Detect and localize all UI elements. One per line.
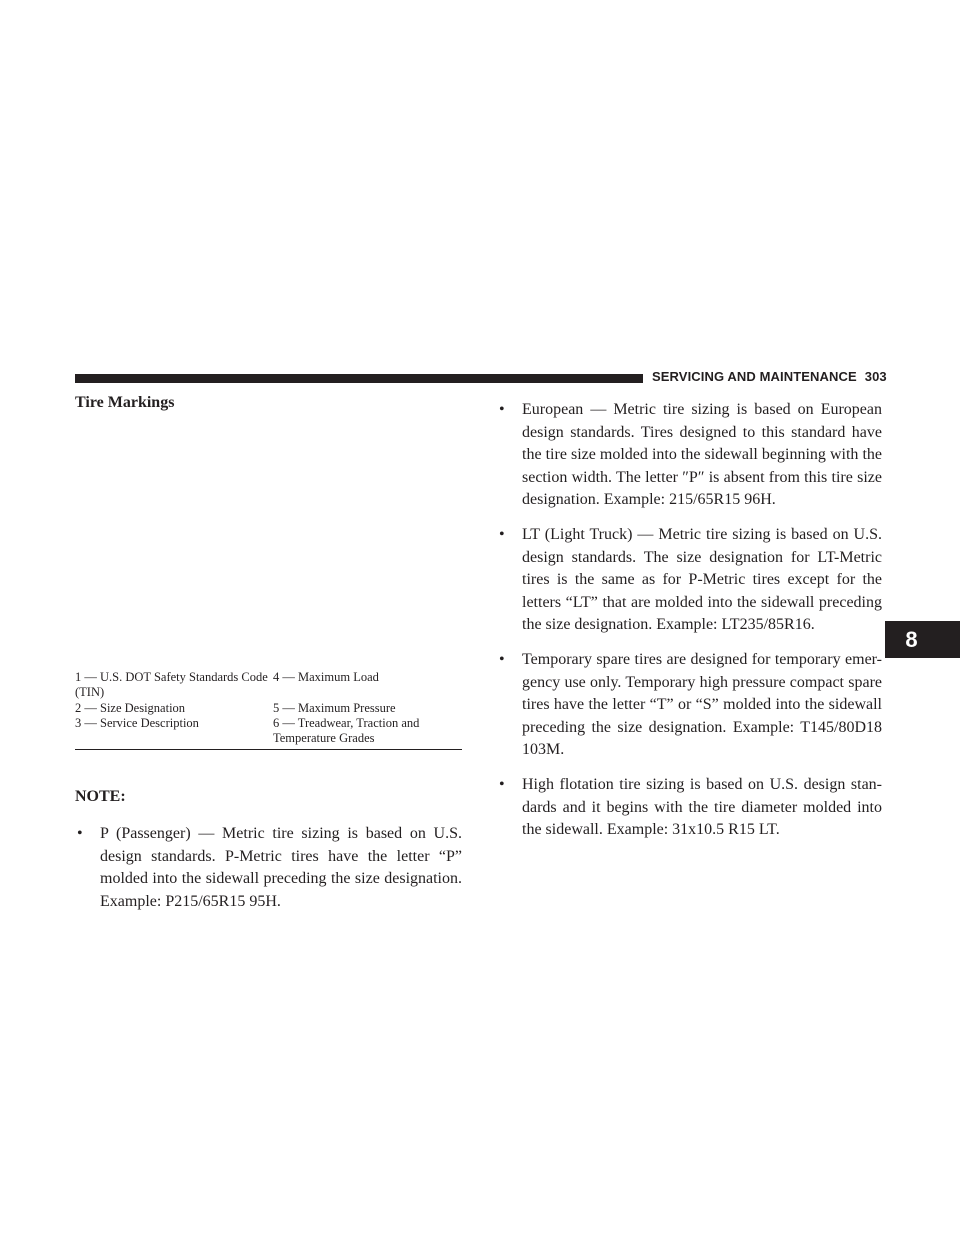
list-item <box>497 774 882 842</box>
list-item <box>75 823 462 913</box>
bullet-icon: • <box>499 401 505 418</box>
legend-item: 3 — Service Description <box>75 715 199 730</box>
list-item <box>497 649 882 762</box>
bullet-icon: • <box>499 525 505 543</box>
legend-item: 4 — Maximum Load <box>273 670 379 684</box>
list-item <box>497 524 882 637</box>
list-item-text: High flotation tire sizing is based on U.S. design stan-dards and it begins with the tire diameter molded into the sidewall. Example: 31x10.5 R15 LT. <box>522 775 882 839</box>
note-label: NOTE: <box>75 788 126 805</box>
legend-row <box>75 670 461 701</box>
legend-item: 1 — U.S. DOT Safety Standards Code (TIN) <box>75 670 268 700</box>
chapter-tab: 8 <box>885 621 960 658</box>
bullet-icon: • <box>77 825 83 842</box>
legend-item: 6 — Treadwear, Traction and Temperature Grades <box>273 715 420 746</box>
page-number: 303 <box>864 369 887 384</box>
list-item-text: LT (Light Truck) — Metric tire sizing is based on U.S. design standards. The size designation for LT-Metric tires is the same as for P-Metric tires except for the letters “LT” that are molded into the sidewall preceding the size designation. Example: LT235/85R16. <box>522 525 882 634</box>
legend-divider <box>75 749 462 750</box>
list-item-text: P (Passenger) — Metric tire sizing is based on U.S. design standards. P-Metric tires have the letter “P” molded into the sidewall preceding the size designation. Example: P215/65R15 95H. <box>100 825 462 910</box>
right-column-text <box>497 399 882 854</box>
tire-markings-figure <box>75 418 461 666</box>
legend-row <box>75 701 461 716</box>
legend-item: 5 — Maximum Pressure <box>273 700 396 715</box>
list-item <box>497 399 882 512</box>
bullet-icon: • <box>499 775 505 793</box>
list-item-text: Temporary spare tires are designed for temporary emer-gency use only. Temporary high pressure compact spare tires have the letter “T” or “S” molded into the sidewall preceding the size designation. Example: T145/80D18 103M. <box>522 650 882 759</box>
header-bar <box>75 374 643 383</box>
legend-row <box>75 716 461 747</box>
bullet-icon: • <box>499 650 505 668</box>
list-item-text: European — Metric tire sizing is based on European design standards. Tires designed to this standard have the tire size molded into the sidewall beginning with the section width. The letter ″P″ is absent from this tire size designation. Example: 215/65R15 96H. <box>522 401 882 509</box>
running-header <box>652 369 887 384</box>
figure-legend <box>75 670 461 746</box>
legend-item: 2 — Size Designation <box>75 700 186 715</box>
section-name: SERVICING AND MAINTENANCE <box>652 369 857 384</box>
left-column-text <box>75 823 462 925</box>
section-title: Tire Markings <box>75 394 175 411</box>
